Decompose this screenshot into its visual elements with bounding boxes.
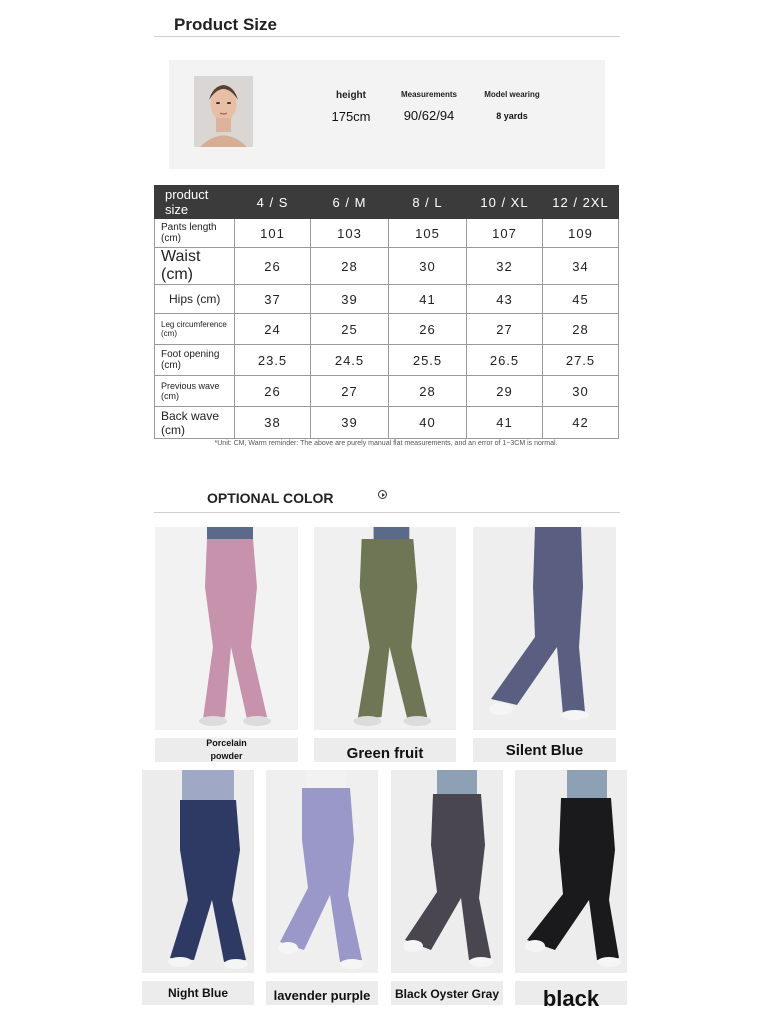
row-label: Previous wave (cm) [155, 376, 235, 407]
table-cell: 37 [235, 285, 311, 314]
table-cell: 38 [235, 407, 311, 439]
optional-color-title: OPTIONAL COLOR [207, 490, 334, 506]
color-label-night-blue [142, 981, 254, 1005]
table-cell: 24.5 [311, 345, 389, 376]
pants-illustration [266, 770, 378, 973]
optional-color-divider [154, 512, 620, 513]
table-cell: 26 [235, 376, 311, 407]
table-cell: 28 [543, 314, 619, 345]
color-swatch-black[interactable] [515, 770, 627, 973]
color-name: Night Blue [168, 986, 228, 1000]
table-row [155, 285, 619, 314]
wearing-value: 8 yards [496, 111, 528, 121]
measurements-label: Measurements [400, 90, 458, 99]
color-name: Green fruit [346, 744, 424, 762]
table-cell: 40 [389, 407, 467, 439]
measurements-value: 90/62/94 [403, 108, 455, 123]
table-cell: 103 [311, 219, 389, 248]
color-swatch-lavender-purple[interactable] [266, 770, 378, 973]
pants-illustration [391, 770, 503, 973]
color-name: Black Oyster Gray [394, 987, 500, 1001]
table-cell: 109 [543, 219, 619, 248]
color-swatch-porcelain-powder[interactable] [155, 527, 298, 730]
table-row [155, 219, 619, 248]
table-cell: 39 [311, 407, 389, 439]
table-cell: 32 [467, 248, 543, 285]
table-cell: 105 [389, 219, 467, 248]
row-label: Foot opening (cm) [155, 345, 235, 376]
table-cell: 45 [543, 285, 619, 314]
model-info-card [169, 60, 605, 169]
table-cell: 41 [467, 407, 543, 439]
table-row [155, 345, 619, 376]
table-cell: 25 [311, 314, 389, 345]
product-size-title: Product Size [174, 15, 277, 34]
color-swatch-night-blue[interactable] [142, 770, 254, 973]
table-row [155, 314, 619, 345]
table-cell: 25.5 [389, 345, 467, 376]
size-table-corner: product size [155, 186, 235, 219]
color-label-porcelain-powder [155, 738, 298, 762]
size-column-header: 6 / M [311, 186, 389, 219]
row-label: Back wave (cm) [155, 407, 235, 439]
measurement-note: *Unit: CM, Warm reminder: The above are purely manual flat measurements, and an error of 1~3CM is normal. [214, 440, 558, 447]
table-cell: 34 [543, 248, 619, 285]
pants-illustration [473, 527, 616, 730]
color-swatch-silent-blue[interactable] [473, 527, 616, 730]
table-row [155, 407, 619, 439]
size-column-header: 4 / S [235, 186, 311, 219]
table-cell: 43 [467, 285, 543, 314]
wearing-label: Model wearing [484, 90, 540, 99]
row-label: Waist (cm) [155, 248, 235, 285]
table-cell: 27 [311, 376, 389, 407]
table-cell: 29 [467, 376, 543, 407]
size-column-header: 12 / 2XL [543, 186, 619, 219]
height-label: height [336, 90, 366, 101]
model-photo [194, 76, 253, 147]
color-name: Silent Blue [505, 741, 584, 759]
table-cell: 27.5 [543, 345, 619, 376]
color-swatch-black-oyster-gray[interactable] [391, 770, 503, 973]
play-circle-icon[interactable] [378, 490, 387, 499]
table-cell: 30 [389, 248, 467, 285]
table-cell: 42 [543, 407, 619, 439]
table-cell: 24 [235, 314, 311, 345]
table-cell: 41 [389, 285, 467, 314]
pants-illustration [142, 770, 254, 973]
pants-illustration [155, 527, 298, 730]
table-cell: 23.5 [235, 345, 311, 376]
size-chart-table [154, 185, 619, 439]
size-header-row [155, 186, 619, 219]
color-name: lavender purple [273, 987, 371, 1003]
row-label: Pants length (cm) [155, 219, 235, 248]
table-cell: 101 [235, 219, 311, 248]
color-swatch-green-fruit[interactable] [314, 527, 456, 730]
table-row [155, 248, 619, 285]
color-label-black [515, 981, 627, 1011]
color-label-silent-blue [473, 738, 616, 762]
row-label: Leg circumference (cm) [155, 314, 235, 345]
table-cell: 28 [389, 376, 467, 407]
color-label-black-oyster-gray [391, 981, 503, 1005]
table-cell: 107 [467, 219, 543, 248]
table-cell: 26.5 [467, 345, 543, 376]
table-cell: 26 [235, 248, 311, 285]
size-column-header: 8 / L [389, 186, 467, 219]
pants-illustration [515, 770, 627, 973]
color-name: black [542, 986, 600, 1011]
row-label: Hips (cm) [155, 285, 235, 314]
table-cell: 30 [543, 376, 619, 407]
color-label-lavender-purple [266, 981, 378, 1005]
product-size-divider [154, 36, 620, 37]
height-value: 175cm [331, 109, 371, 124]
color-label-green-fruit [314, 738, 456, 762]
table-cell: 39 [311, 285, 389, 314]
table-cell: 28 [311, 248, 389, 285]
pants-illustration [314, 527, 456, 730]
table-cell: 26 [389, 314, 467, 345]
color-name: Porcelain powder [206, 738, 247, 761]
table-row [155, 376, 619, 407]
table-cell: 27 [467, 314, 543, 345]
size-column-header: 10 / XL [467, 186, 543, 219]
